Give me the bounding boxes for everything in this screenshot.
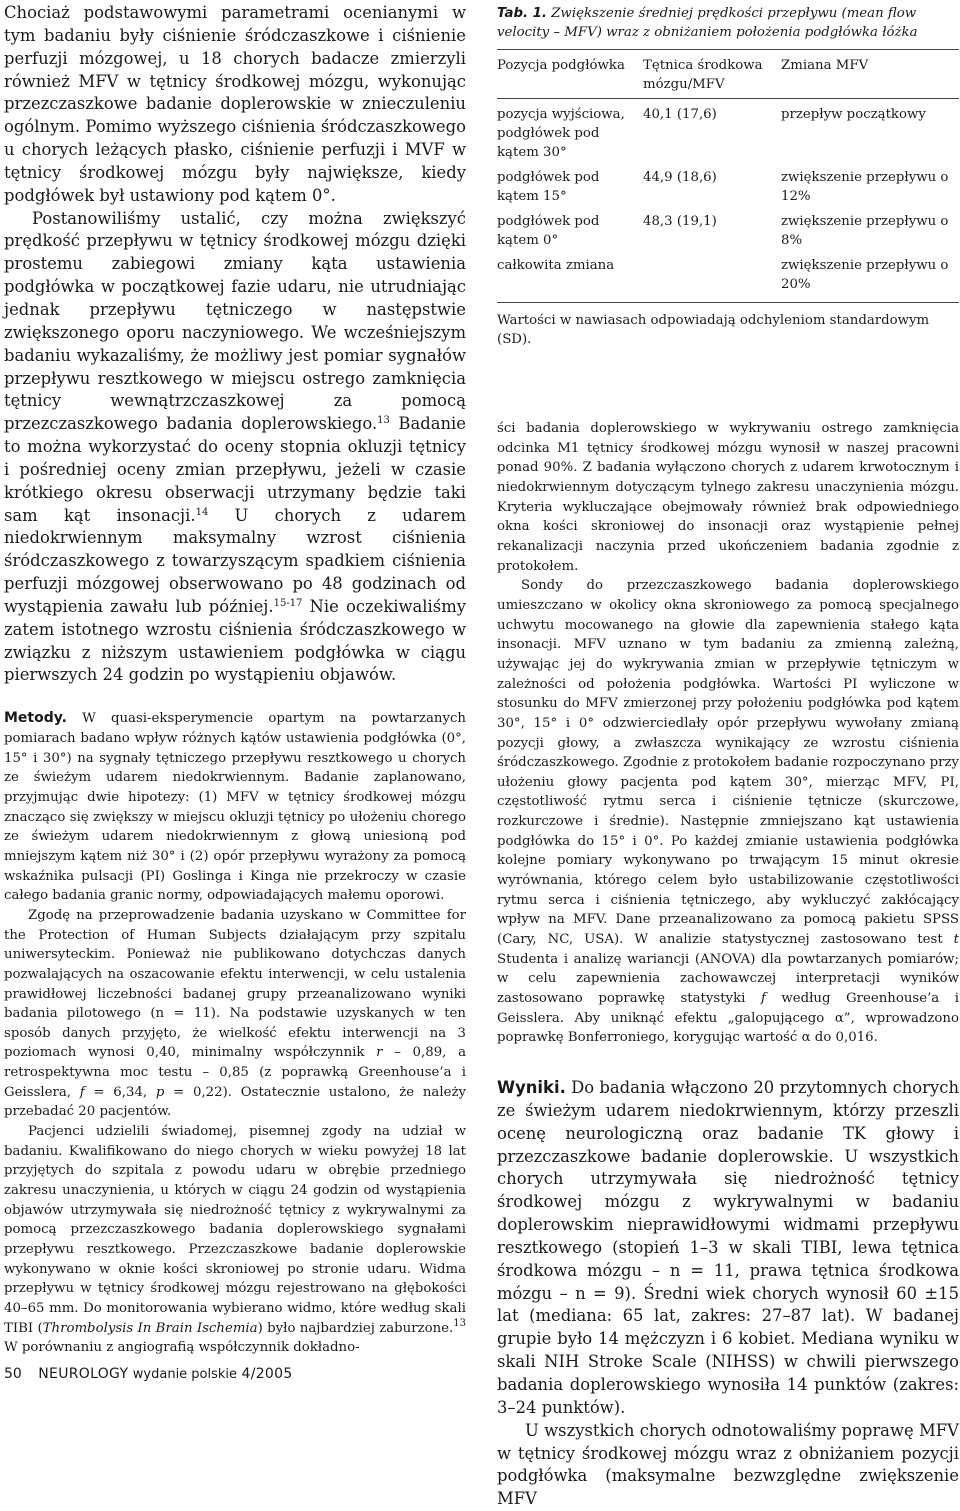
table-cell: pozycja wyjściowa, podgłówek pod kątem 30° xyxy=(497,107,625,160)
methods-heading: Metody. xyxy=(4,710,67,727)
right-column xyxy=(497,4,959,1511)
results-paragraph: Wyniki. Do badania włączono 20 przytomnych chorych ze świeżym udarem niedokrwiennym, którzy przeszli ocenę neurologiczną oraz badanie TK głowy i przezczaszkowe badanie doplerowskie. U wszystkich chorych utrzymywała się niedrożność tętnicy środkowej mózgu z wykrywalnymi w badaniu doplerowskim nieprawidłowymi widmami przepływu resztkowego (stopień 1–3 w skali TIBI, lewa tętnica środkowa mózgu – n = 11, prawa tętnica środkowa mózgu – n = 9). Średni wiek chorych wynosił 60 ±15 lat (mediana: 65 lat, zakres: 27–87 lat). W badanej grupie było 14 mężczyzn i 6 kobiet. Mediana wyniku w skali NIH Stroke Scale (NIHSS) w chwili pierwszego badania doplerowskiego wynosiła 14 punktów (zakres: 3–24 punktów). xyxy=(497,1078,959,1417)
intro-paragraph: Postanowiliśmy ustalić, czy można zwiększyć prędkość przepływu w tętnicy środkowej mózgu dzięki prostemu zabiegowi zmiany kąta ustawienia podgłówka w początkowej fazie udaru, nie utrudniając jednak przepływu tętniczego w następstwie zwiększonego oporu naczyniowego. We wcześniejszym badaniu wykazaliśmy, że możliwy jest pomiar sygnałów przepływu resztkowego w miejscu ostrego zamknięcia tętnicy wewnątrzczaszkowej za pomocą przezczaszkowego badania doplerowskiego.$^{13}$ Badanie to można wykorzystać do oceny stopnia okluzji tętnicy i pośredniej oceny zmian przepływu, jeżeli w czasie krótkiego okresu obserwacji utrzymany będzie taki sam kąt insonacji.$^{14}$ U chorych z udarem niedokrwiennym maksymalny wzrost ciśnienia śródczaszkowego z towarzyszącym spadkiem ciśnienia perfuzji mózgowej obserwowano po 48 godzinach od wystąpienia zawału lub później.$^{15-17}$ Nie oczekiwaliśmy zatem istotnego wzrostu ciśnienia śródczaszkowego w związku z niższym ustawieniem podgłówka w ciągu pierwszych 24 godzin po wystąpieniu objawów. xyxy=(4,208,467,685)
table-header-row xyxy=(497,56,959,98)
table-cell: zwiększenie przepływu o 20% xyxy=(781,258,949,292)
results-paragraph: U wszystkich chorych odnotowaliśmy poprawę MFV w tętnicy środkowej mózgu wraz z obniżaniem pozycji podgłówka (maksymalne bezwzględne zwiększenie MFV xyxy=(497,1420,959,1509)
table-header-cell: Zmiana MFV xyxy=(781,58,869,73)
methods-continued-paragraph: ści badania doplerowskiego w wykrywaniu ostrego zamknięcia odcinka M1 tętnicy środkowej mózgu wynosił w naszej pracowni ponad 90%. Z badania wyłączono chorych z udarem krwotocznym i niedokrwiennym dotyczącym tylnego zakresu unaczynienia mózgu. Kryteria wykluczające obejmowały również brak odpowiedniego okna kości skroniowej do insonacji oraz wystąpienie pełnej rekanalizacji naczynia przed ukończeniem badania zgodnie z protokołem. xyxy=(497,421,959,574)
reference-superscript: 15-17 xyxy=(273,597,303,609)
table-cell: przepływ początkowy xyxy=(781,107,926,122)
table-rule-top xyxy=(497,49,959,50)
table-cell: całkowita zmiana xyxy=(497,258,615,273)
table-row xyxy=(497,168,959,212)
table-cell: podgłówek pod kątem 15° xyxy=(497,170,600,204)
table-cell xyxy=(643,256,781,300)
reference-superscript: 13 xyxy=(377,415,390,427)
journal-issue: 4/2005 xyxy=(241,1366,293,1382)
table-header-cell: Tętnica środkowa mózgu/MFV xyxy=(643,58,763,92)
table-rule-bottom xyxy=(497,302,959,303)
methods-continued-paragraph: Sondy do przezczaszkowego badania doplerowskiego umieszczano w okolicy okna skroniowego za pomocą specjalnego uchwytu mocowanego na głowie dla zapewnienia stałego kąta insonacji. MFV uznano w tym badaniu za zmienną zależną, używając jej do wykrywania zmian w przepływie tętniczym w zależności od położenia podgłówka. Wartości PI wyliczone w stosunku do MFV zmierzonej przy położeniu podgłówka pod kątem 30°, 15° i 0° odzwierciedlały opór przepływu wywołany zmianą pozycji głowy, a zwłaszcza wynikający ze wzrostu ciśnienia śródczaszkowego. Zgodnie z protokołem badanie rozpoczynano przy ułożeniu głowy pacjenta pod kątem 30°, mierząc MFV, PI, częstotliwość rytmu serca i ciśnienie tętnicze (skurczowe, rozkurczowe i średnie). Następnie zmniejszano kąt ustawienia podgłówka do 15° i 0°. Po każdej zmianie ustawienia podgłówka kolejne pomiary wykonywano po trwającym 15 minut okresie wyrównania, którego celem było ustabilizowanie częstotliwości rytmu serca i ciśnienia tętniczego, aby wykluczyć zakłócający wpływ na MFV. Dane przeanalizowano za pomocą pakietu SPSS (Cary, NC, USA). W analizie statystycznej zastosowano test t Studenta i analizę wariancji (ANOVA) dla powtarzanych pomiarów; w celu zapewnienia zachowawczej interpretacji wyników zastosowano poprawkę statystyki f według Greenhouse’a i Geisslera. Aby uniknąć efektu „galopującego α”, wprowadzono poprawkę Bonferroniego, korygując wartość α do 0,016. xyxy=(497,578,959,1046)
reference-superscript: 13 xyxy=(453,1317,467,1329)
methods-paragraph: Metody. W quasi-eksperymencie opartym na powtarzanych pomiarach badano wpływ różnych kątów ustawienia podgłówka (0°, 15° i 30°) na sygnały tętniczego przepływu resztkowego u chorych ze świeżym udarem niedokrwiennym. Badanie zaplanowano, przyjmując dwie hipotezy: (1) MFV w tętnicy środkowej mózgu znacząco się zwiększy w miejscu okluzji tętnicy po ułożeniu chorego ze świeżym udarem niedokrwiennym z głową uniesioną pod mniejszym kątem niż 30° i (2) opór przepływu wyrażony za pomocą wskaźnika pulsacji (PI) Goslinga i Kinga nie przekroczy w czasie całego badania granic normy, odpowiadających małemu oporowi. xyxy=(4,710,466,904)
table-row xyxy=(497,212,959,256)
table-note: Wartości w nawiasach odpowiadają odchyleniom standardowym (SD). xyxy=(497,313,930,347)
table-row xyxy=(497,256,959,300)
table-cell: zwiększenie przepływu o 12% xyxy=(781,170,949,204)
methods-paragraph: Pacjenci udzielili świadomej, pisemnej zgody na udział w badaniu. Kwalifikowano do niego chorych w wieku powyżej 18 lat przyjętych do szpitala z powodu udaru w obrębie przedniego zakresu unaczynienia, u których w ciągu 24 godzin od wystąpienia objawów utrzymywała się niedrożność tętnicy z wykrywalnymi za pomocą przezczaszkowego badania doplerowskiego sygnałami przepływu resztkowego. Przezczaszkowe badanie doplerowskie wykonywano w oknie kości skroniowej po stronie udaru. Widma przepływu w tętnicy środkowej mózgu rejestrowano na głębokości 40–65 mm. Do monitorowania wybierano widmo, które według skali TIBI (Thrombolysis In Brain Ischemia) było najbardziej zaburzone.$^{13}$ W porównaniu z angiografią współczynnik dokładno- xyxy=(4,1124,467,1356)
table-block xyxy=(497,4,959,349)
table-cell: 44,9 (18,6) xyxy=(643,170,717,185)
table-cell: podgłówek pod kątem 0° xyxy=(497,214,600,248)
reference-superscript: 14 xyxy=(195,506,209,518)
left-column xyxy=(4,2,466,1358)
table-label: Tab. 1. xyxy=(497,6,547,21)
intro-paragraph: Chociaż podstawowymi parametrami ocenianymi w tym badaniu były ciśnienie śródczaszkowe i ciśnienie perfuzji mózgowej, u 18 chorych badacze zmierzyli również MFV w tętnicy środkowej mózgu, wykonując przezczaszkowe badanie doplerowskie w znieczuleniu ogólnym. Pomimo wyższego ciśnienia śródczaszkowego u chorych leżących płasko, ciśnienie perfuzji i MVF w tętnicy środkowej mózgu były największe, kiedy podgłówek był ustawiony pod kątem 0°. xyxy=(4,3,466,205)
table-rule-mid xyxy=(497,98,959,99)
table-header xyxy=(497,56,959,98)
page-number: 50 xyxy=(4,1366,22,1382)
table-caption: Tab. 1. Zwiększenie średniej prędkości przepływu (mean flow velocity – MFV) wraz z obniżaniem położenia podgłówka łóżka xyxy=(497,6,918,40)
journal-name: NEUROLOGY xyxy=(38,1366,129,1382)
table-row xyxy=(497,105,959,168)
table-cell: 48,3 (19,1) xyxy=(643,214,717,229)
page-footer xyxy=(4,1366,293,1382)
journal-edition: wydanie polskie xyxy=(132,1367,238,1382)
table-cell: zwiększenie przepływu o 8% xyxy=(781,214,949,248)
results-heading: Wyniki. xyxy=(497,1078,566,1097)
table-header-cell: Pozycja podgłówka xyxy=(497,58,625,73)
data-table-body xyxy=(497,105,959,300)
table-cell: 40,1 (17,6) xyxy=(643,107,717,122)
data-table xyxy=(497,56,959,98)
methods-paragraph: Zgodę na przeprowadzenie badania uzyskano w Committee for the Protection of Human Subjects działającym przy szpitalu uniwersyteckim. Ponieważ nie publikowano dotychczas danych pozwalających na oszacowanie efektu interwencji, w celu ustalenia prawidłowej liczebności badanej grupy przeanalizowano wyniki badania pilotowego (n = 11). Na podstawie uzyskanych w ten sposób danych przyjęto, że wielkość efektu interwencji na 3 poziomach wynosi 0,40, minimalny współczynnik r – 0,89, a retrospektywna moc testu – 0,85 (z poprawką Greenhouse’a i Geisslera, f = 6,34, p = 0,22). Ostatecznie ustalono, że należy przebadać 20 pacjentów. xyxy=(4,907,467,1120)
